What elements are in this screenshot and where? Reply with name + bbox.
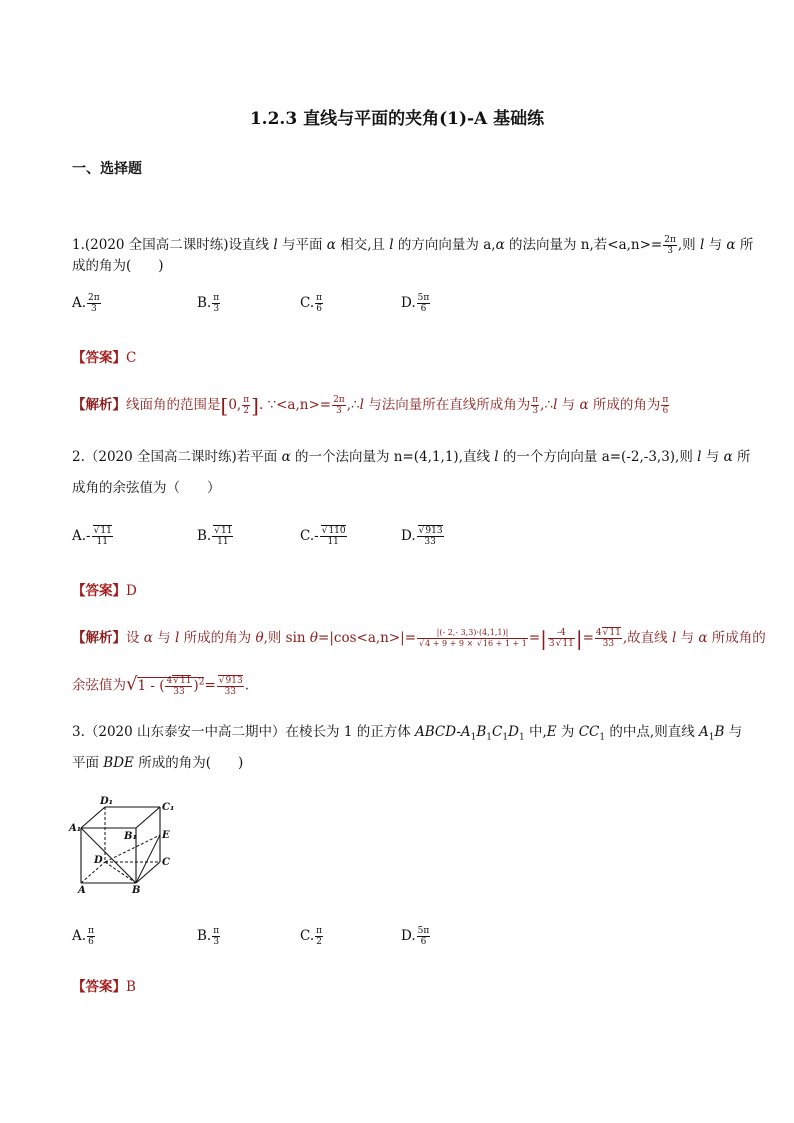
q1-option-b[interactable]: B. $\frac{\pi}{3}$ (197, 293, 220, 314)
q2-analysis-line2: 余弦值为√1 - ( $\frac{4√ 11}{33}$ )$^2$= √ $\frac{913}{33}$ . (72, 672, 249, 697)
q3-option-b[interactable]: B. $\frac{\pi}{3}$ (197, 926, 220, 947)
q3-stem-line2: 平面 BDE 所成的角为( ) (72, 755, 244, 771)
cube-label-d1: D₁ (100, 796, 114, 807)
q1-analysis: 【解析】线面角的范围是[0, $\frac{\pi}{2}$ ]. ∵<a,n>= $\frac{2\pi}{3}$ ,∴l 与法向量所在直线所成角为 $\frac{\pi}{3}$ ,∴l 与 α 所成的角为 $\frac{\pi}{6}$ (72, 393, 669, 418)
q1-answer: 【答案】C (72, 350, 137, 366)
q1-stem-line2: 成的角为( ) (72, 258, 164, 274)
q2-option-c[interactable]: C.- √ $\frac{110}{11}$ (300, 526, 348, 547)
cube-label-d: D (94, 855, 103, 866)
q1-option-a[interactable]: A. $\frac{2\pi}{3}$ (72, 293, 100, 314)
q2-option-d[interactable]: D. √ $\frac{913}{33}$ (401, 526, 445, 547)
q2-answer: 【答案】D (72, 583, 137, 599)
section-heading: 一、选择题 (72, 161, 142, 177)
q2-option-b[interactable]: B. √ $\frac{11}{11}$ (197, 526, 234, 547)
q3-option-d[interactable]: D. $\frac{5\pi}{6}$ (401, 926, 430, 947)
cube-label-c1: C₁ (162, 802, 175, 813)
q3-answer: 【答案】B (72, 979, 136, 995)
q1-option-d[interactable]: D. $\frac{5\pi}{6}$ (401, 293, 430, 314)
cube-label-a1: A₁ (69, 823, 82, 834)
page-title: 1.2.3 直线与平面的夹角(1)-A 基础练 (249, 109, 545, 129)
q2-stem-line2: 成角的余弦值为（ ） (72, 480, 221, 496)
cube-label-e: E (162, 830, 170, 841)
q1-option-c[interactable]: C. $\frac{\pi}{6}$ (300, 293, 323, 314)
q3-stem-line1: 3.（2020 山东泰安一中高二期中）在棱长为 1 的正方体 ABCD-$A_1B_1C_1D_1$ 中,E 为 $CC_1$ 的中点,则直线 $A_1B$ 与 (72, 724, 743, 743)
q2-option-a[interactable]: A.- √ $\frac{11}{11}$ (72, 526, 114, 547)
q3-option-c[interactable]: C. $\frac{\pi}{2}$ (300, 926, 323, 947)
cube-figure (68, 795, 188, 895)
cube-label-b1: B₁ (124, 831, 137, 842)
q3-option-a[interactable]: A. $\frac{\pi}{6}$ (72, 926, 94, 947)
q1-stem-line1: 1.(2020 全国高二课时练)设直线 l 与平面 α 相交,且 l 的方向向量为 a,α 的法向量为 n,若<a,n>= $\frac{2\pi}{3}$ ,则 l 与 α 所 (72, 235, 754, 256)
q2-stem-line1: 2.（2020 全国高二课时练)若平面 α 的一个法向量为 n=(4,1,1),直线 l 的一个方向向量 a=(-2,-3,3),则 l 与 α 所 (72, 449, 751, 465)
cube-label-c: C (162, 857, 170, 868)
cube-label-b: B (132, 885, 141, 895)
cube-label-a: A (78, 885, 86, 895)
q2-analysis-line1: 【解析】设 α 与 l 所成的角为 θ,则 sin θ=|cos<a,n>|= |(- 2,- 3,3)·(4,1,1)| √ 4 + 9 + 9 × √ 16 + 1 + 1 =| $\frac{-4}{3√ 11}$ |= $\frac{4√ 11}{33}$ ,故直线 l 与 α 所成角的 (72, 628, 766, 649)
